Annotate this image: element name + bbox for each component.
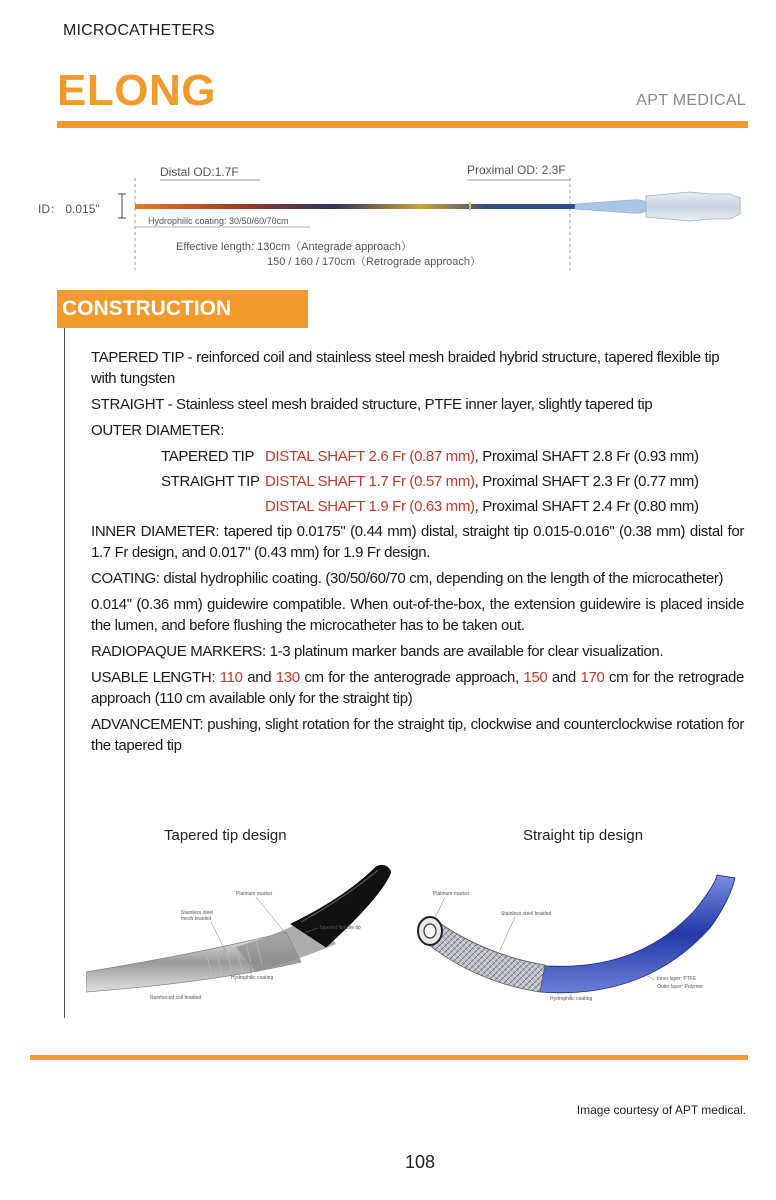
diagram-effective-length-1: Effective length: 130cm（Antegrade approach） bbox=[176, 241, 412, 253]
tapered-tip-illustration bbox=[86, 852, 391, 1012]
od-row-label bbox=[91, 496, 265, 517]
od-distal: DISTAL SHAFT 1.7 Fr (0.57 mm) bbox=[265, 473, 475, 490]
straight-label-stainless: Stainless steel braided bbox=[501, 911, 552, 917]
od-row bbox=[91, 446, 744, 467]
straight-label-outer: Outer layer: Polymer bbox=[657, 984, 703, 990]
diagram-distal-od: Distal OD:1.7F bbox=[160, 165, 239, 179]
section-label: MICROCATHETERS bbox=[63, 22, 215, 39]
tapered-label-stainless-2: mesh braided bbox=[181, 916, 212, 922]
guidewire-text: 0.014" (0.36 mm) guidewire compatible. When out-of-the-box, the extension guidewire is placed inside the lumen, and before flushing the microcatheter has to be taken out. bbox=[91, 596, 744, 634]
catheter-strain-relief bbox=[575, 200, 646, 214]
construction-body bbox=[91, 347, 744, 761]
straight-tip-text: STRAIGHT - Stainless steel mesh braided structure, PTFE inner layer, slightly tapered tip bbox=[91, 396, 653, 413]
straight-tip-caption: Straight tip design bbox=[523, 827, 644, 844]
diagram-id: ID： 0.015" bbox=[38, 202, 100, 216]
tapered-label-flexible: Tapered flexible tip bbox=[319, 925, 361, 931]
usable-length-text: USABLE LENGTH: 110 and 130 cm for the anterograde approach, 150 and 170 cm for the retrograde approach (110 cm available only for the straight tip) bbox=[91, 669, 744, 707]
straight-tip-illustration bbox=[405, 860, 745, 1010]
od-row-label: TAPERED TIP bbox=[161, 448, 255, 465]
diagram-effective-length-2: 150 / 160 / 170cm（Retrograde approach） bbox=[267, 256, 482, 268]
bottom-rule bbox=[30, 1055, 748, 1060]
coating-text: COATING: distal hydrophilic coating. (30/50/60/70 cm, depending on the length of the microcatheter) bbox=[91, 570, 724, 587]
straight-label-platinum: Platinum marker bbox=[433, 891, 470, 897]
construction-heading: CONSTRUCTION bbox=[62, 297, 232, 320]
page-title: ELONG bbox=[57, 66, 216, 115]
catheter-hub bbox=[646, 192, 740, 221]
od-row bbox=[91, 471, 744, 492]
diagram-proximal-od: Proximal OD: 2.3F bbox=[467, 163, 566, 177]
advancement-text: ADVANCEMENT: pushing, slight rotation for the straight tip, clockwise and counterclockwise rotation for the tapered tip bbox=[91, 716, 744, 754]
markers-text: RADIOPAQUE MARKERS: 1-3 platinum marker bands are available for clear visualization. bbox=[91, 643, 664, 660]
outer-diameter-heading: OUTER DIAMETER: bbox=[91, 422, 225, 439]
straight-label-hydrophilic: Hydrophilic coating bbox=[550, 996, 593, 1002]
brand-name: APT MEDICAL bbox=[636, 92, 746, 109]
diagram-coating: Hydrophilic coating: 30/50/60/70cm bbox=[148, 216, 289, 226]
tapered-label-reinforced: Reinforced coil braided bbox=[150, 995, 202, 1001]
catheter-diagram bbox=[30, 150, 755, 280]
od-proximal: , Proximal SHAFT 2.4 Fr (0.80 mm) bbox=[474, 498, 699, 515]
tapered-tip-text: TAPERED TIP - reinforced coil and stainless steel mesh braided hybrid structure, tapered flexible tip with tungsten bbox=[91, 349, 720, 387]
top-rule bbox=[57, 121, 748, 128]
od-row-label: STRAIGHT TIP bbox=[161, 473, 260, 490]
od-distal: DISTAL SHAFT 1.9 Fr (0.63 mm) bbox=[265, 498, 475, 515]
tapered-label-stainless: Stainless steel bbox=[181, 910, 214, 916]
tapered-tip-caption: Tapered tip design bbox=[164, 827, 287, 844]
tapered-label-hydrophilic: Hydrophilic coating bbox=[231, 975, 274, 981]
page-number: 108 bbox=[404, 1152, 436, 1172]
catheter-shaft bbox=[135, 204, 575, 209]
tapered-label-platinum: Platinum marker bbox=[236, 891, 273, 897]
inner-diameter-text: INNER DIAMETER: tapered tip 0.0175" (0.44 mm) distal, straight tip 0.015-0.016" (0.38 mm) distal for 1.7 Fr design, and 0.017" (0.43 mm) for 1.9 Fr design. bbox=[91, 523, 744, 561]
od-proximal: , Proximal SHAFT 2.3 Fr (0.77 mm) bbox=[474, 473, 699, 490]
od-proximal: , Proximal SHAFT 2.8 Fr (0.93 mm) bbox=[474, 448, 699, 465]
straight-label-inner: Inner layer: PTFE bbox=[657, 976, 697, 982]
od-row bbox=[91, 496, 744, 517]
od-distal: DISTAL SHAFT 2.6 Fr (0.87 mm) bbox=[265, 448, 475, 465]
image-credit: Image courtesy of APT medical. bbox=[576, 1103, 746, 1117]
left-vertical-rule bbox=[64, 328, 65, 1018]
